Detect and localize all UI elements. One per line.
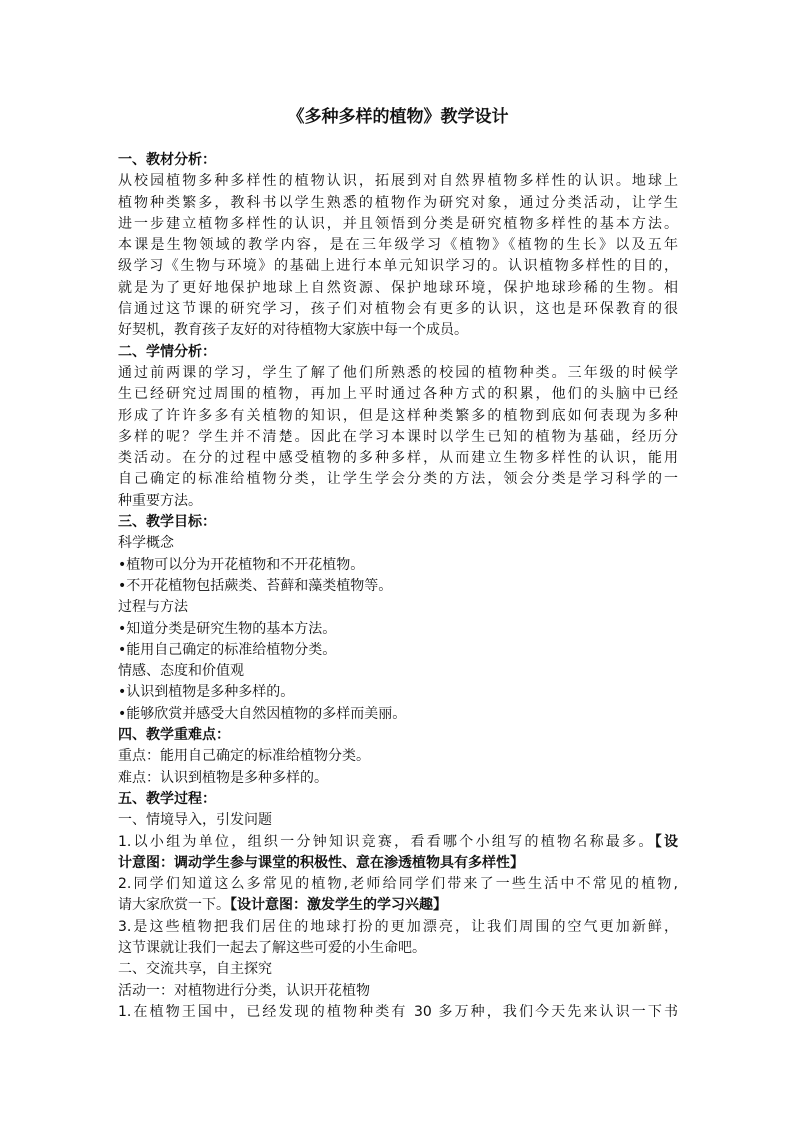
line-text: •不开花植物包括蕨类、苔藓和藻类植物等。 xyxy=(118,577,393,594)
line-text: 难点：认识到植物是多种多样的。 xyxy=(118,769,328,786)
design-intent-note: 计意图：调动学生参与课堂的积极性、意在渗透植物具有多样性】 xyxy=(118,854,524,871)
section-heading xyxy=(118,512,678,533)
text-line xyxy=(118,214,678,235)
line-text: 五、教学过程： xyxy=(118,790,216,807)
text-line xyxy=(118,895,678,916)
line-text: 科学概念 xyxy=(118,535,174,552)
section-heading xyxy=(118,342,678,363)
document-title: 《多种多样的植物》教学设计 xyxy=(287,107,509,127)
text-line xyxy=(118,363,678,384)
line-text: 3.是这些植物把我们居住的地球打扮的更加漂亮，让我们周围的空气更加新鲜， xyxy=(118,918,678,935)
text-line xyxy=(118,320,678,341)
line-text: 1.以小组为单位，组织一分钟知识竞赛，看看哪个小组写的植物名称最多。 xyxy=(118,833,655,850)
line-text: 三、教学目标： xyxy=(118,514,216,531)
text-line xyxy=(118,235,678,256)
line-text: 活动一：对植物进行分类，认识开花植物 xyxy=(118,982,370,999)
text-line xyxy=(118,853,678,874)
text-line xyxy=(118,576,678,597)
line-text: 种重要方法。 xyxy=(118,492,202,509)
text-line xyxy=(118,555,678,576)
text-line xyxy=(118,704,678,725)
section-heading xyxy=(118,789,678,810)
text-line xyxy=(118,768,678,789)
line-text: 形成了许许多多有关植物的知识，但是这样种类繁多的植物到底如何表现为多种 xyxy=(118,407,678,424)
text-line xyxy=(118,661,678,682)
line-text: 通过前两课的学习，学生了解了他们所熟悉的校园的植物种类。三年级的时候学 xyxy=(118,364,678,381)
design-intent-note: 【设 xyxy=(654,833,678,850)
text-line xyxy=(118,597,678,618)
section-heading xyxy=(118,725,678,746)
text-line xyxy=(118,746,678,767)
line-text: •能用自己确定的标准给植物分类。 xyxy=(118,641,337,658)
line-text: 植物种类繁多，教科书以学生熟悉的植物作为研究对象，通过分类活动，让学生 xyxy=(118,194,678,211)
line-text: •能够欣赏并感受大自然因植物的多样而美丽。 xyxy=(118,705,407,722)
line-text: •植物可以分为开花植物和不开花植物。 xyxy=(118,556,365,573)
text-line xyxy=(118,917,678,938)
line-text: 类活动。在分的过程中感受植物的多种多样，从而建立生物多样性的认识，能用 xyxy=(118,450,678,467)
text-line xyxy=(118,171,678,192)
design-intent-note: 【设计意图：激发学生的学习兴趣】 xyxy=(230,897,447,914)
line-text: 进一步建立植物多样性的认识，并且领悟到分类是研究植物多样性的基本方法。 xyxy=(118,215,678,232)
line-text: 从校园植物多种多样性的植物认识，拓展到对自然界植物多样性的认识。地球上 xyxy=(118,173,678,190)
text-line xyxy=(118,448,678,469)
document-page xyxy=(118,104,678,1023)
text-line xyxy=(118,682,678,703)
text-line xyxy=(118,874,678,895)
line-text: •认识到植物是多种多样的。 xyxy=(118,684,295,701)
text-line xyxy=(118,981,678,1002)
text-line xyxy=(118,256,678,277)
line-text: 好契机，教育孩子友好的对待植物大家族中每一个成员。 xyxy=(118,322,468,339)
text-line xyxy=(118,469,678,490)
line-text: 自己确定的标准给植物分类，让学生学会分类的方法，领会分类是学习科学的一 xyxy=(118,471,678,488)
text-line xyxy=(118,619,678,640)
line-text: 重点：能用自己确定的标准给植物分类。 xyxy=(118,748,370,765)
text-line xyxy=(118,1002,678,1023)
line-text: 二、交流共享，自主探究 xyxy=(118,961,272,978)
text-line xyxy=(118,832,678,853)
text-line xyxy=(118,810,678,831)
document-body xyxy=(118,150,678,1023)
line-text: 生已经研究过周围的植物，再加上平时通过各种方式的积累，他们的头脑中已经 xyxy=(118,386,678,403)
text-line xyxy=(118,491,678,512)
line-text: 二、学情分析： xyxy=(118,343,216,360)
text-line xyxy=(118,406,678,427)
line-text: 过程与方法 xyxy=(118,599,188,616)
text-line xyxy=(118,384,678,405)
line-text: 请大家欣赏一下。 xyxy=(118,897,230,914)
line-text: 本课是生物领域的教学内容，是在三年级学习《植物》《植物的生长》以及五年 xyxy=(118,237,678,254)
line-text: 多样的呢？学生并不清楚。因此在学习本课时以学生已知的植物为基础，经历分 xyxy=(118,428,678,445)
text-line xyxy=(118,533,678,554)
text-line xyxy=(118,959,678,980)
line-text: 这节课就让我们一起去了解这些可爱的小生命吧。 xyxy=(118,939,426,956)
line-text: •知道分类是研究生物的基本方法。 xyxy=(118,620,337,637)
line-text: 级学习《生物与环境》的基础上进行本单元知识学习的。认识植物多样性的目的， xyxy=(118,258,678,275)
section-heading xyxy=(118,150,678,171)
line-text: 信通过这节课的研究学习，孩子们对植物会有更多的认识，这也是环保教育的很 xyxy=(118,301,678,318)
text-line xyxy=(118,193,678,214)
line-text: 情感、态度和价值观 xyxy=(118,663,244,680)
text-line xyxy=(118,278,678,299)
line-text: 一、教材分析： xyxy=(118,152,216,168)
text-line xyxy=(118,640,678,661)
line-text: 2.同学们知道这么多常见的植物,老师给同学们带来了一些生活中不常见的植物, xyxy=(118,876,678,893)
line-text: 1.在植物王国中，已经发现的植物种类有 30 多万种，我们今天先来认识一下书 xyxy=(118,1003,678,1020)
line-text: 一、情境导入，引发问题 xyxy=(118,812,272,829)
line-text: 四、教学重难点： xyxy=(118,727,230,744)
text-line xyxy=(118,299,678,320)
line-text: 就是为了更好地保护地球上自然资源、保护地球环境，保护地球珍稀的生物。相 xyxy=(118,279,678,296)
text-line xyxy=(118,427,678,448)
text-line xyxy=(118,938,678,959)
